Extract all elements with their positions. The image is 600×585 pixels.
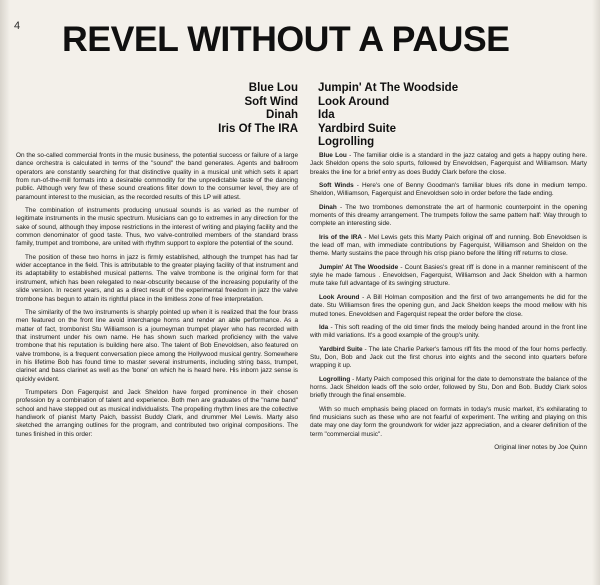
track-note [310,234,587,259]
track-note [310,182,587,199]
track-item: Blue Lou [248,82,298,94]
track-note [310,152,587,177]
track-note [310,346,587,371]
track-listing [0,82,600,148]
track-note-text: - The familiar oldie is a standard in the jazz catalog and gets a happy outing here. Jack Sheldon opens the solo spurts, followed by Enevoldsen, Fagerquist and Williamson. Marty breaks the line for a brief entry as does Buddy Clark before the close. [310,152,587,176]
closing-paragraph: With so much emphasis being placed on formats in today's music market, it's exhilarating to find musicians such as these who are not fearful of experiment. The writing and playing on this date may one day form the groundwork for wider jazz appreciation, and a clearer definition of the term "commercial music". [310,405,587,438]
track-note [310,324,587,341]
left-text-column [16,152,298,444]
track-note [310,204,587,229]
track-item: Jumpin' At The Woodside [318,82,459,94]
track-note-title: Ida [319,323,329,331]
track-note-title: Yardbird Suite [319,345,363,353]
track-note-title: Blue Lou [319,152,347,159]
track-item: Dinah [266,109,298,121]
track-note-title: Soft Winds [319,182,354,190]
track-note-text: - A Bill Holman composition and the first of two arrangements he did for the date. Stu Williamson fires the opening gun, and Jack Sheldon keeps the mood mellow with his muted tones. Enevoldsen and Fagerquist repeat the order before the close. [310,293,587,318]
track-note-title: Dinah [319,203,337,211]
paragraph: Trumpeters Don Fagerquist and Jack Sheldon have forged prominence in their chosen profession by a combination of talent and experience. Both men are graduates of the "name band" school and have stepped out as musical individualists. The propelling rhythm lines are the collective handiwork of pianist Marty Paich, bassist Buddy Clark, and drummer Mel Lewis. Marty also sketched the arranging outlines for the program, and contributed two original compositions. The tunes finished in this order: [16,388,298,438]
page-number: 4 [14,20,21,32]
track-note-text: - Here's one of Benny Goodman's familiar blues rifs done in medium tempo. Sheldon, Williamson, Fagerquist and Enevoldsen solo in order before the fade ending. [310,182,587,198]
track-note-title: Look Around [319,293,360,301]
edge-mark [593,118,599,119]
track-note [310,264,587,289]
track-note-title: Jumpin' At The Woodside [319,263,399,271]
track-item: Soft Wind [244,95,298,108]
track-item: Ida [318,109,335,121]
liner-notes-credit: Original liner notes by Joe Quinn [494,443,587,451]
track-note [310,294,587,319]
track-list-left [118,82,298,136]
track-note-text: - This soft reading of the old timer finds the melody being handed around in the front line with mild variations. It's a good example of the group's unity. [310,323,587,340]
body-columns [0,152,600,582]
track-item: Look Around [318,95,390,108]
track-item: Yardbird Suite [318,122,396,135]
track-note-text: - Marty Paich composed this original for the date to demonstrate the balance of the horns. Jack Sheldon leads off the solo order, followed by Stu, Don and Bob. Buddy Clark solos briefly through the final ensemble. [310,375,587,400]
page-title: REVEL WITHOUT A PAUSE [62,20,510,59]
paragraph: On the so-called commercial fronts in the music business, the potential success or failure of a large dance orchestra is calculated in terms of the "sound" the band generates. Agents and ballroom operators are constantly searching for that distinctive quality in a musical unit which sets it apart from run-of-the-mill formats into a desirable commodity for the unpredictable taste of the dancing public. Although very few of these sound creations filter down to the consumer level, they are of paramount interest to the musician, as the recorded results of this LP will attest. [16,152,298,201]
track-note-title: Logrolling [319,375,351,383]
right-text-column [310,152,587,457]
track-note [310,376,587,401]
paragraph: The similarity of the two instruments is sharply pointed up when it is realized that the four brass men featured on the front line avoid interchange horns and render an able performance. As a matter of fact, trombonist Stu Williamson is a journeyman trumpet player who has recorded with that instrument under his own name. He has shown such marked proficiency with the valve trombone that his reputation is building here also. The talent of Bob Enevoldsen, also featured on valve trombone, is a frequent conversation piece among the Hollywood musical gentry. Somewhere in his lifetime Bob has found time to master several instruments, including string bass, trumpet, clarinet and bass clarinet as well as the 'bone' on which he is heard here. His inborn jazz sense is quickly evident. [16,308,298,383]
track-note-text: - Mel Lewis gets this Marty Paich original off and running. Bob Enevoldsen is the lead off man, with immediate contributions by Fagerquist, Williamson and Sheldon on the theme. Marty sustains the pace through his crisp piano before the lilting riff returns to close. [310,233,588,258]
track-note-text: - The two trombones demonstrate the art of harmonic counterpoint in the opening moments of this dreamy arrangement. The trumpets follow the same pattern half: Way through to complete an interesting side. [310,203,587,228]
paragraph: The position of these two horns in jazz is firmly established, although the trumpet has had far wider acceptance in the field. This is attributable to the greater playing facility of that instrument and its adaptability to established musical patterns. The valve trombone is the original form for that instrument, which has been relegated to near-obscurity because of the increasing popularity of the slide version. In recent years, and as a direct result of the experimental freedom in jazz the valve trombone has begun to attain its rightful place in the limitless zone of free interpretation. [16,253,298,303]
track-note-title: Iris of the IRA [319,233,362,241]
track-note-text: - Count Basies's great riff is done in a manner reminiscent of the style he made famous . Enevoldsen, Fagerquist, Williamson and Jack Sheldon with a harmon mute take full advantage of its swinging structure. [310,263,588,288]
track-note-text: - The late Charlie Parker's famous riff fits the mood of the four horns perfectly. Stu, Don, Bob and Jack cut the first chorus into eights and the second into quarters before wrapping it up. [310,345,588,370]
track-list-right [318,82,538,150]
track-item: Logrolling [318,136,375,148]
edge-mark [593,132,599,133]
track-item: Iris Of The IRA [218,122,298,135]
paragraph: The combination of instruments producing unusual sounds is as varied as the number of legitimate instruments in the music spectrum. Musicians can go to extremes in any direction for the sake of sound, although they impose restrictions in the interest of writing and playing facility and the common denominator of good taste. Thus, two valve-controlled members of the standard brass family, trumpet and trombone, are united with rhythm support to explore the potential of the sound. [16,207,298,248]
